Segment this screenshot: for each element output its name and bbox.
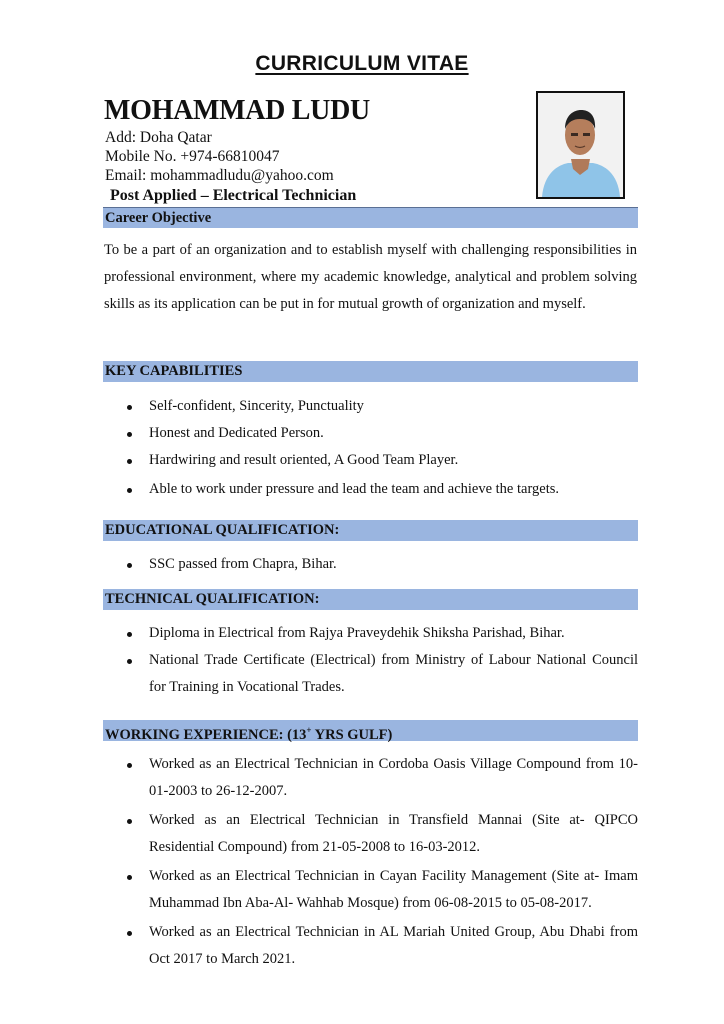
bullet-icon [127, 459, 132, 464]
bullet-icon [127, 488, 132, 493]
list-item: Self-confident, Sincerity, Punctuality [104, 393, 638, 420]
section-header-key-capabilities: KEY CAPABILITIES [103, 361, 638, 382]
list-item: Worked as an Electrical Technician in Cordoba Oasis Village Compound from 10-01-2003 to 26-12-2007. [104, 751, 638, 805]
bullet-icon [127, 931, 132, 936]
educational-qualification-list [104, 551, 638, 578]
bullet-icon [127, 563, 132, 568]
profile-photo [536, 91, 625, 199]
bullet-icon [127, 875, 132, 880]
list-item: National Trade Certificate (Electrical) from Ministry of Labour National Council for Training in Vocational Trades. [104, 647, 638, 701]
section-header-career-objective: Career Objective [103, 207, 638, 228]
candidate-name: MOHAMMAD LUDU [104, 95, 370, 126]
technical-qualification-list [104, 620, 638, 701]
bullet-icon [127, 659, 132, 664]
list-item: SSC passed from Chapra, Bihar. [104, 551, 638, 578]
bullet-icon [127, 405, 132, 410]
document-title: CURRICULUM VITAE [255, 52, 469, 75]
list-item: Able to work under pressure and lead the team and achieve the targets. [104, 476, 638, 503]
section-header-educational-qualification: EDUCATIONAL QUALIFICATION: [103, 520, 638, 541]
career-objective-text: To be a part of an organization and to establish myself with challenging responsibilities in professional environment, where my academic knowledge, analytical and problem solving skills as its application can be put in for mutual growth of organization and myself. [104, 242, 637, 312]
address-line: Add: Doha Qatar [105, 129, 212, 146]
post-applied: Post Applied – Electrical Technician [110, 187, 357, 204]
bullet-icon [127, 763, 132, 768]
bullet-icon [127, 632, 132, 637]
list-item: Worked as an Electrical Technician in Cayan Facility Management (Site at- Imam Muhammad Ibn Aba-Al- Wahhab Mosque) from 06-08-2015 to 05-08-2017. [104, 863, 638, 917]
list-item: Diploma in Electrical from Rajya Praveydehik Shiksha Parishad, Bihar. [104, 620, 638, 647]
list-item: Honest and Dedicated Person. [104, 420, 638, 447]
mobile-line: Mobile No. +974-66810047 [105, 148, 280, 165]
email-line: Email: mohammadludu@yahoo.com [105, 167, 334, 184]
section-header-working-experience: WORKING EXPERIENCE: (13+ YRS GULF) [103, 720, 638, 741]
list-item: Worked as an Electrical Technician in AL Mariah United Group, Abu Dhabi from Oct 2017 to March 2021. [104, 919, 638, 973]
bullet-icon [127, 819, 132, 824]
section-header-technical-qualification: TECHNICAL QUALIFICATION: [103, 589, 638, 610]
key-capabilities-list [104, 393, 638, 503]
list-item: Worked as an Electrical Technician in Transfield Mannai (Site at- QIPCO Residential Compound) from 21-05-2008 to 16-03-2012. [104, 807, 638, 861]
bullet-icon [127, 432, 132, 437]
working-experience-list [104, 751, 638, 973]
list-item: Hardwiring and result oriented, A Good Team Player. [104, 447, 638, 474]
portrait-image [538, 93, 623, 197]
